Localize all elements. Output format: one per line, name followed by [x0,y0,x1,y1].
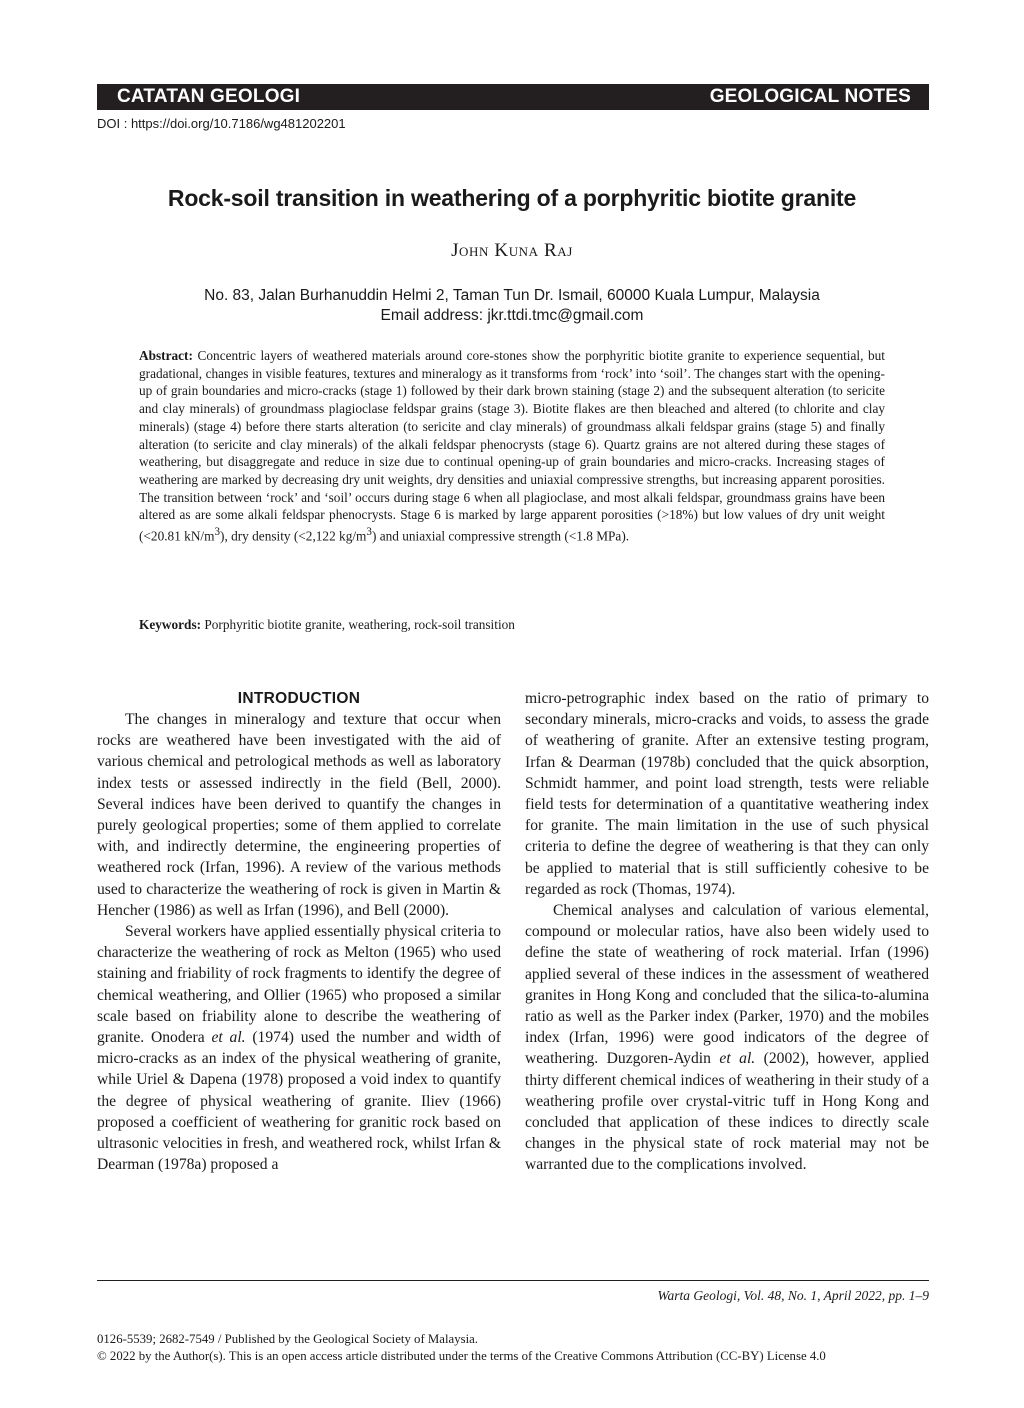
intro-paragraph-2 [97,921,501,1175]
intro-paragraph-1: The changes in mineralogy and texture that occur when rocks are weathered have been investigated with the aid of various chemical and petrological methods as well as laboratory index tests or assessed indirectly in the field (Bell, 2000). Several indices have been derived to quantify the changes in purely geological properties; some of them applied to correlate with, and indirectly determine, the engineering properties of weathered rock (Irfan, 1996). A review of the various methods used to characterize the weathering of rock is given in Martin & Hencher (1986) as well as Irfan (1996), and Bell (2000). [97,711,501,919]
intro-paragraph-3: micro-petrographic index based on the ratio of primary to secondary minerals, micro-cracks and voids, to assess the grade of weathering of granite. After an extensive testing program, Irfan & Dearman (1978b) concluded that the quick absorption, Schmidt hammer, and point load strength, tests were reliable field tests for determination of a quantitative weathering index for granite. The main limitation in the use of such physical criteria to define the degree of weathering is that they can only be applied to material that is still sufficiently cohesive to be regarded as rock (Thomas, 1974). [525,690,929,898]
abstract-sup-2: 3 [366,526,372,539]
abstract-text-1: Concentric layers of weathered materials around core-stones show the porphyritic biotite granite to experience sequential, but gradational, changes in visible features, textures and mineralogy as it transforms from ‘rock’ into ‘soil’. The changes start with the opening-up of grain boundaries and micro-cracks (stage 1) followed by their dark brown staining (stage 2) and the subsequent alteration (to sericite and clay minerals) of groundmass plagioclase feldspar grains (stage 3). Biotite flakes are then bleached and altered (to chlorite and clay minerals) (stage 4) before there starts alteration (to sericite and clay minerals) of groundmass alkali feldspar grains (stage 5) and finally alteration (to sericite and clay minerals) of the alkali feldspar phenocrysts (stage 6). Quartz grains are not altered during these stages of weathering, but disaggregate and reduce in size due to continual opening-up of grain boundaries and micro-cracks. Increasing stages of weathering are marked by decreasing dry unit weights, dry densities and uniaxial compressive strengths, but increasing apparent porosities. The transition between ‘rock’ and ‘soil’ occurs during stage 6 when all plagioclase, and most alkali feldspar, groundmass grains have been altered as are some alkali feldspar phenocrysts. Stage 6 is marked by large apparent porosities (>18%) but low values of dry unit weight (<20.81 kN/m [139,348,885,544]
intro-p2-etal: et al. [211,1029,246,1047]
section-heading-introduction: INTRODUCTION [237,690,361,707]
affiliation-email-line [60,306,964,326]
publication-footer [97,1331,937,1365]
journal-reference: Warta Geologi, Vol. 48, No. 1, April 2022, pp. 1–9 [657,1288,929,1303]
keywords-label: Keywords: [139,617,202,632]
abstract-text-3: ) and uniaxial compressive strength (<1.8 MPa). [371,528,630,544]
intro-p2-text-a: Several workers have applied essentially physical criteria to characterize the weathering of rock as Melton (1965) who used staining and friability of rock fragments to identify the degree of chemical weathering, and Ollier (1965) who proposed a similar scale based on friability alone to describe the weathering of granite. Onodera [97,923,501,1047]
intro-paragraph-4 [525,900,929,1176]
abstract-sup-1: 3 [214,526,221,539]
footer-divider [97,1280,929,1281]
keywords [139,617,885,633]
keywords-text: Porphyritic biotite granite, weathering, rock-soil transition [204,617,515,632]
footer-license-line: © 2022 by the Author(s). This is an open access article distributed under the terms of the Creative Commons Attribution (CC-BY) License 4.0 [97,1349,826,1363]
affiliation-address: No. 83, Jalan Burhanuddin Helmi 2, Taman Tun Dr. Ismail, 60000 Kuala Lumpur, Malaysia [204,287,820,304]
right-column [525,688,929,1176]
section-header-bar [97,84,929,110]
email-label: Email address: [380,307,484,324]
paper-title: Rock-soil transition in weathering of a porphyritic biotite granite [167,185,857,211]
abstract [139,347,885,545]
intro-p4-etal: et al. [719,1050,756,1068]
abstract-label: Abstract: [139,348,193,363]
abstract-text-2: ), dry density (<2,122 kg/m [220,528,367,544]
doi-line[interactable]: DOI : https://doi.org/10.7186/wg481202201 [97,116,346,131]
footer-issn-line: 0126-5539; 2682-7549 / Published by the Geological Society of Malaysia. [97,1332,479,1346]
intro-p2-text-b: (1974) used the number and width of micro-cracks as an index of the physical weathering of granite, while Uriel & Dapena (1978) proposed a void index to quantify the degree of physical weathering of granite. Iliev (1966) proposed a coefficient of weathering for granitic rock based on ultrasonic velocities in fresh, and weathered rock, whilst Irfan & Dearman (1978a) proposed a [97,1029,501,1174]
header-right-label: GEOLOGICAL NOTES [709,86,911,107]
header-left-label: CATATAN GEOLOGI [117,86,301,107]
author-name: John Kuna Raj [451,240,573,261]
left-column [97,688,501,1175]
intro-p4-text-a: Chemical analyses and calculation of various elemental, compound or molecular ratios, have also been widely used to define the state of weathering of rock material. Irfan (1996) applied several of these indices in the assessment of weathered granites in Hong Kong and concluded that the silica-to-alumina ratio as well as the Parker index (Parker, 1970) and the mobiles index (Irfan, 1996) were good indicators of the degree of weathering. Duzgoren-Aydin [525,902,929,1068]
email-address[interactable]: jkr.ttdi.tmc@gmail.com [487,307,644,324]
intro-p4-text-b: (2002), however, applied thirty different chemical indices of weathering in their study of a weathering profile over crystal-vitric tuff in Hong Kong and concluded that application of these indices to directly scale changes in the physical state of rock material may not be warranted due to the complications involved. [525,1050,930,1174]
affiliation [60,286,964,326]
